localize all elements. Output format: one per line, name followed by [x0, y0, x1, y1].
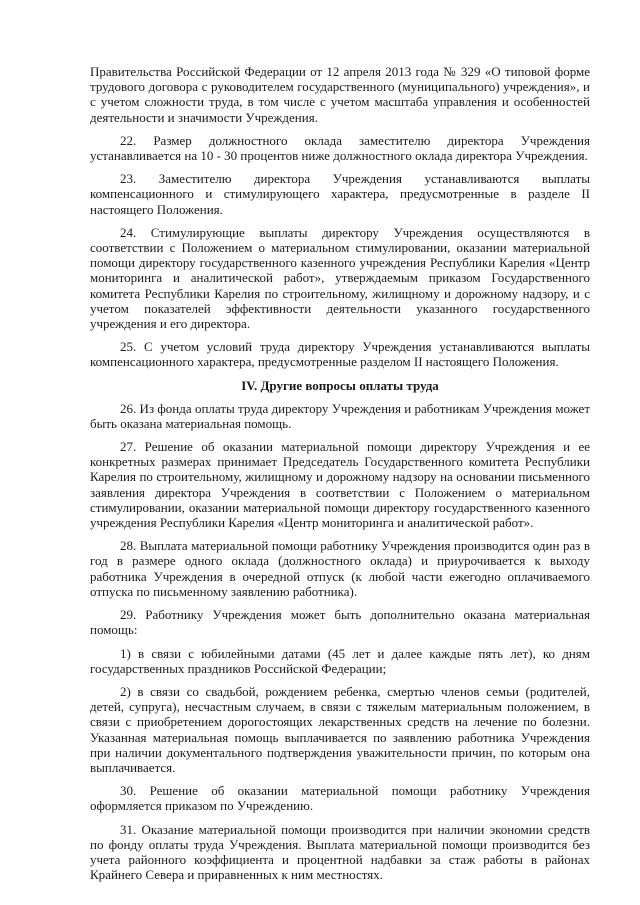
section-heading: IV. Другие вопросы оплаты труда: [241, 377, 439, 393]
paragraph-23: 23. Заместителю директора Учреждения устанавливаются выплаты компенсационного и стимулирующего характера, предусмотренные в разделе II настоящего Положения.: [90, 171, 590, 217]
paragraph-29: 29. Работнику Учреждения может быть дополнительно оказана материальная помощь:: [90, 607, 590, 638]
paragraph-continuation: Правительства Российской Федерации от 12 апреля 2013 года № 329 «О типовой форме трудового договора с руководителем государственного (муниципального) учреждения», и с учетом сложности труда, в том числе с учетом масштаба управления и особенностей деятельности и значимости Учреждения.: [90, 64, 590, 125]
paragraph-29-item-1: 1) в связи с юбилейными датами (45 лет и далее каждые пять лет), ко дням государственных праздников Российской Федерации;: [90, 645, 590, 676]
paragraph-22: 22. Размер должностного оклада заместителю директора Учреждения устанавливается на 10 - 30 процентов ниже должностного оклада директора Учреждения.: [90, 132, 590, 164]
paragraph-25: 25. С учетом условий труда директору Учреждения устанавливаются выплаты компенсационного характера, предусмотренные разделом II настоящего Положения.: [90, 339, 590, 370]
paragraph-31: 31. Оказание материальной помощи производится при наличии экономии средств по фонду оплаты труда Учреждения. Выплата материальной помощи производится без учета районного коэффициента и процентной надбавки за стаж работы в районах Крайнего Севера и приравненных к ним местностях.: [90, 821, 590, 883]
paragraph-30: 30. Решение об оказании материальной помощи работнику Учреждения оформляется приказом по Учреждению.: [90, 783, 590, 814]
paragraph-24: 24. Стимулирующие выплаты директору Учреждения осуществляются в соответствии с Положением о материальном стимулировании, оказании материальной помощи директору государственного казенного учреждения Республики Карелия «Центр мониторинга и аналитической работ», утверждаемым приказом Государственного комитета Республики Карелия по строительному, жилищному и дорожному надзору, и с учетом показателей эффективности деятельности указанного государственного учреждения и его директора.: [90, 224, 590, 332]
paragraph-27: 27. Решение об оказании материальной помощи директору Учреждения и ее конкретных размерах принимает Председатель Государственного комитета Республики Карелия по строительному, жилищному и дорожному надзору на основании письменного заявления директора Учреждения в соответствии с Положением о материальном стимулировании, оказании материальной помощи директору государственного казенного учреждения Республики Карелия «Центр мониторинга и аналитической работ».: [90, 439, 590, 531]
document-body: [90, 64, 590, 890]
paragraph-29-item-2: 2) в связи со свадьбой, рождением ребенка, смертью членов семьи (родителей, детей, супруга), несчастным случаем, в связи с тяжелым материальным положением, в связи с приобретением дорогостоящих лекарственных средств на лечение по болезни. Указанная материальная помощь выплачивается по заявлению работника Учреждения при наличии документального подтверждения уважительности причин, по которым она выплачивается.: [90, 683, 590, 775]
paragraph-28: 28. Выплата материальной помощи работнику Учреждения производится один раз в год в размере одного оклада (должностного оклада) и приурочивается к выходу работника Учреждения в очередной отпуск (к любой части ежегодно оплачиваемого отпуска по письменному заявлению работника).: [90, 538, 590, 599]
paragraph-26: 26. Из фонда оплаты труда директору Учреждения и работникам Учреждения может быть оказана материальная помощь.: [90, 400, 590, 431]
